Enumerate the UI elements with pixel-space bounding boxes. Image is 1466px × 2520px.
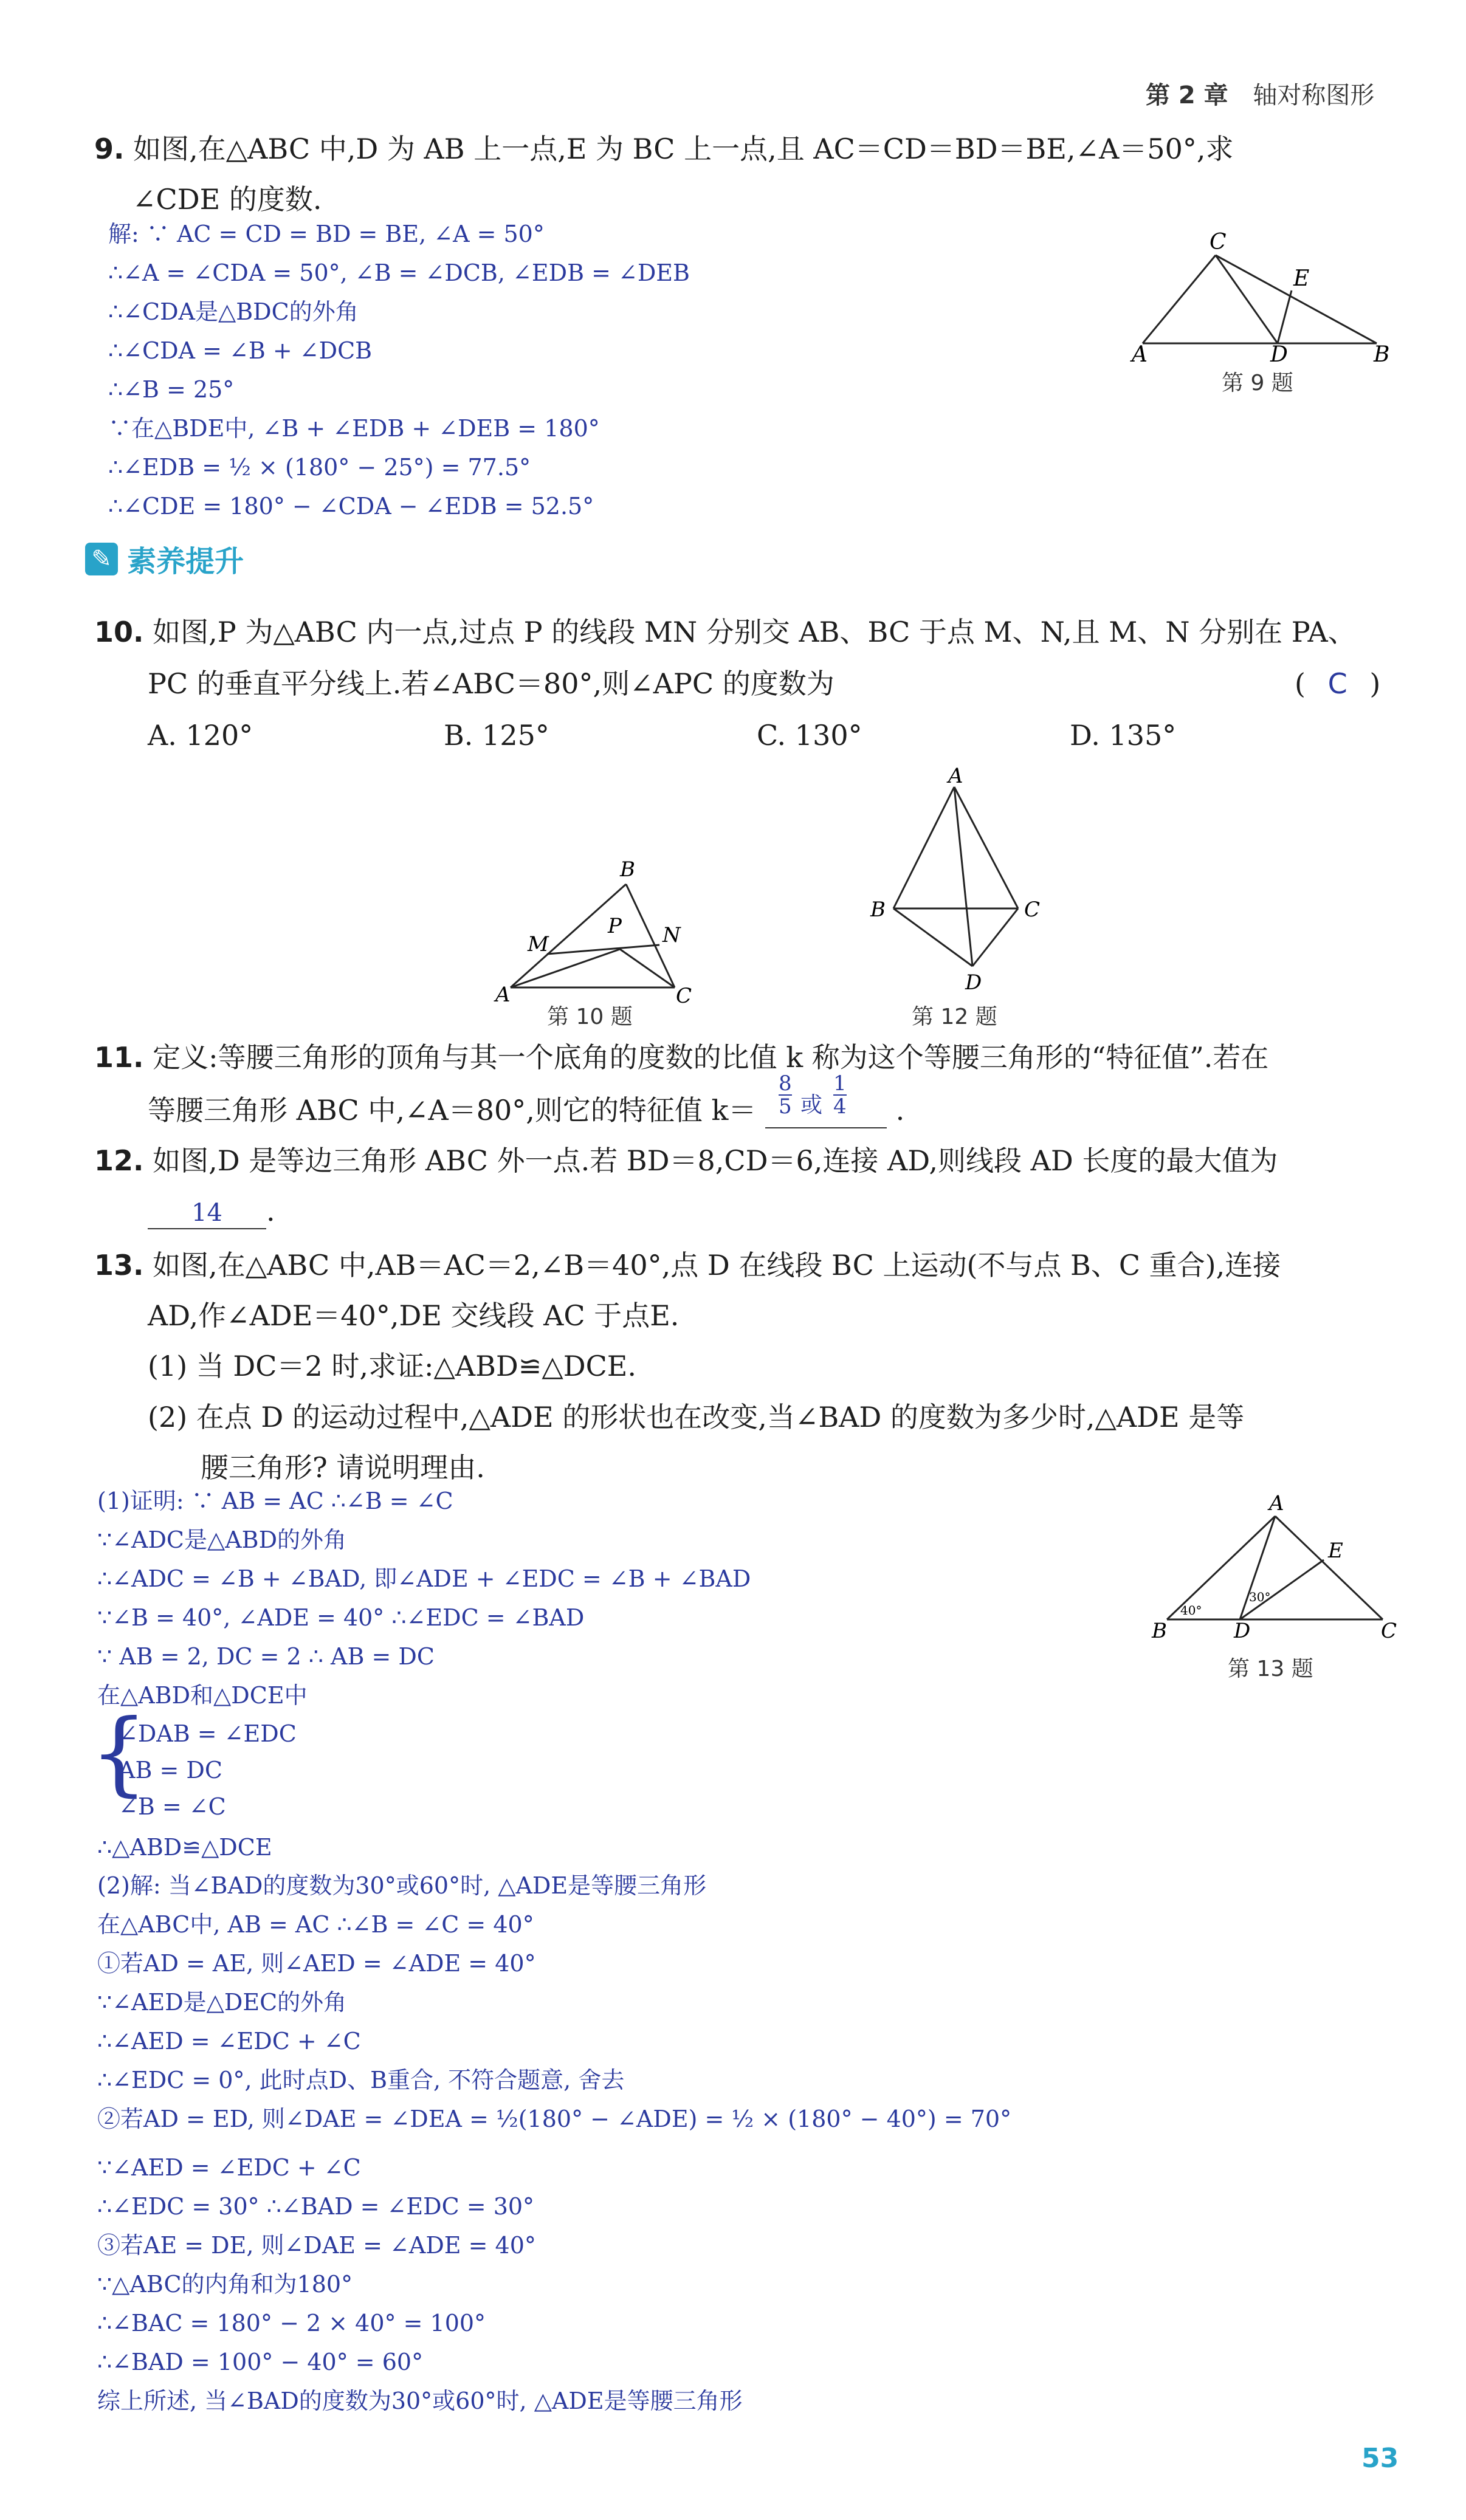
- q10-option-c: C. 130°: [757, 719, 862, 752]
- q10-paren-open: (: [1295, 667, 1306, 700]
- q13-sol2-line: ∴∠BAD = 100° − 40° = 60°: [97, 2349, 424, 2375]
- page-header: [1146, 76, 1374, 111]
- fig10-label-n: N: [662, 923, 681, 947]
- fig9-label-a: A: [1132, 342, 1148, 365]
- fig10-label-m: M: [528, 932, 549, 956]
- q13-line1: [94, 1247, 1281, 1283]
- q13-sol2-line: ∵∠AED = ∠EDC + ∠C: [97, 2154, 361, 2181]
- fig10-label-p: P: [608, 914, 622, 938]
- fig12-label-a: A: [948, 766, 963, 788]
- brace-line: ∠B = ∠C: [119, 1793, 226, 1820]
- q10-paren-close: ): [1369, 667, 1381, 700]
- fig10-label-a: A: [495, 983, 511, 1007]
- q10-text-2: PC 的垂直平分线上.若∠ABC＝80°,则∠APC 的度数为: [148, 667, 835, 700]
- q13-sol1-line: 在△ABD和△DCE中: [97, 1682, 308, 1709]
- q9-sol-line: ∴∠CDA是△BDC的外角: [108, 298, 359, 325]
- fig9-label-e: E: [1293, 266, 1310, 291]
- q13-sol2-line: ②若AD = ED, 则∠DAE = ∠DEA = ½(180° − ∠ADE) = ½ × (180° − 40°) = 70°: [97, 2106, 1012, 2132]
- q13-sol2-line: ①若AD = AE, 则∠AED = ∠ADE = 40°: [97, 1950, 536, 1977]
- fig9-label-c: C: [1210, 231, 1227, 255]
- q10-line1: [94, 614, 1356, 650]
- q11-text-2: 等腰三角形 ABC 中,∠A＝80°,则它的特征值 k＝: [148, 1094, 757, 1127]
- q9-sol-line: ∴∠A = ∠CDA = 50°, ∠B = ∠DCB, ∠EDB = ∠DEB: [108, 259, 690, 286]
- leaf-icon: ✎: [85, 543, 118, 575]
- q11-frac-2: [833, 1073, 847, 1118]
- q10-answer-bracket: [1295, 665, 1380, 702]
- figure-12: [863, 766, 1058, 997]
- q11-answer-blank: [765, 1071, 887, 1128]
- q9-text-2: ∠CDE 的度数.: [132, 183, 322, 216]
- q13-solution-2: [97, 1870, 1011, 2425]
- q11-or: 或: [800, 1093, 822, 1118]
- q13-sol1-line: ∴∠ADC = ∠B + ∠BAD, 即∠ADE + ∠EDC = ∠B + ∠BAD: [97, 1565, 751, 1592]
- fig13-label-e: E: [1328, 1539, 1343, 1563]
- q11-frac2-den: 4: [833, 1094, 847, 1119]
- q9-sol-line: ∴∠EDB = ½ × (180° − 25°) = 77.5°: [108, 454, 531, 481]
- section-title: 素养提升: [127, 544, 244, 579]
- q13-part2-2: 腰三角形? 请说明理由.: [201, 1451, 485, 1484]
- q12-number: 12.: [94, 1144, 144, 1177]
- q13-conclusion-1: ∴△ABD≌△DCE: [97, 1834, 272, 1861]
- q13-brace-lines: [119, 1718, 297, 1828]
- system-brace: {: [90, 1700, 148, 1806]
- q13-sol2-line: ③若AE = DE, 则∠DAE = ∠ADE = 40°: [97, 2232, 536, 2259]
- fig10-caption: 第 10 题: [547, 1004, 633, 1029]
- brace-line: ∠DAB = ∠EDC: [119, 1720, 297, 1747]
- q11-frac1-num: 8: [778, 1071, 792, 1096]
- q13-sol2-line: ∴∠EDC = 30° ∴∠BAD = ∠EDC = 30°: [97, 2193, 535, 2220]
- q9-text-1: 如图,在△ABC 中,D 为 AB 上一点,E 为 BC 上一点,且 AC＝CD＝BD＝BE,∠A＝50°,求: [133, 132, 1234, 165]
- figure-13: [1143, 1492, 1398, 1650]
- q10-option-a: A. 120°: [148, 719, 253, 752]
- q12-line2: [148, 1193, 275, 1229]
- brace-line: AB = DC: [119, 1757, 222, 1784]
- fig13-label-c: C: [1381, 1619, 1397, 1643]
- fig9-label-b: B: [1374, 342, 1390, 365]
- fig13-label-d: D: [1234, 1619, 1251, 1643]
- q13-sol2-line: 综上所述, 当∠BAD的度数为30°或60°时, △ADE是等腰三角形: [97, 2388, 743, 2414]
- q13-sol1-line: (1)证明: ∵ AB = AC ∴∠B = ∠C: [97, 1488, 453, 1514]
- q13-sol2-line: ∴∠BAC = 180° − 2 × 40° = 100°: [97, 2310, 486, 2336]
- fig12-caption: 第 12 题: [912, 1004, 997, 1029]
- q13-text-1: 如图,在△ABC 中,AB＝AC＝2,∠B＝40°,点 D 在线段 BC 上运动(不与点 B、C 重合),连接: [153, 1249, 1281, 1282]
- q11-frac-1: [779, 1073, 792, 1118]
- q13-text-2: AD,作∠ADE＝40°,DE 交线段 AC 于点E.: [148, 1299, 680, 1332]
- q10-text-1: 如图,P 为△ABC 内一点,过点 P 的线段 MN 分别交 AB、BC 于点 M、N,且 M、N 分别在 PA、: [153, 616, 1356, 648]
- q12-text-1: 如图,D 是等边三角形 ABC 外一点.若 BD＝8,CD＝6,连接 AD,则线段 AD 长度的最大值为: [153, 1144, 1278, 1177]
- q13-sol2-line: (2)解: 当∠BAD的度数为30°或60°时, △ADE是等腰三角形: [97, 1872, 707, 1899]
- q12-line1: [94, 1142, 1278, 1179]
- figure-9: [1118, 231, 1398, 365]
- q9-sol-line: ∴∠B = 25°: [108, 376, 235, 403]
- q13-sol2-line: ∵∠AED是△DEC的外角: [97, 1989, 347, 2016]
- q9-sol-line: 解: ∵ AC = CD = BD = BE, ∠A = 50°: [108, 221, 545, 247]
- q13-sol2-line: 在△ABC中, AB = AC ∴∠B = ∠C = 40°: [97, 1911, 534, 1938]
- q9-line1: [94, 131, 1233, 167]
- fig12-label-d: D: [965, 970, 982, 995]
- fig13-angle-30: 30°: [1249, 1590, 1271, 1604]
- section-heading: [85, 538, 244, 580]
- q10-answer: C: [1327, 667, 1347, 700]
- q13-sol2-line: ∴∠EDC = 0°, 此时点D、B重合, 不符合题意, 舍去: [97, 2067, 625, 2093]
- q13-part1: (1) 当 DC＝2 时,求证:△ABD≌△DCE.: [148, 1350, 636, 1382]
- q11-line2: [148, 1071, 905, 1128]
- q10-option-b: B. 125°: [444, 719, 549, 752]
- fig12-label-c: C: [1024, 898, 1041, 922]
- q9-sol-line: ∴∠CDE = 180° − ∠CDA − ∠EDB = 52.5°: [108, 493, 594, 520]
- q13-sol1-line: ∵∠ADC是△ABD的外角: [97, 1526, 347, 1553]
- q10-option-d: D. 135°: [1070, 719, 1177, 752]
- q11-frac1-den: 5: [778, 1094, 792, 1119]
- fig10-label-c: C: [676, 984, 692, 1008]
- q9-number: 9.: [94, 132, 125, 165]
- q12-answer: 14: [148, 1198, 266, 1229]
- q11-frac2-num: 1: [833, 1071, 847, 1096]
- fig13-caption: 第 13 题: [1228, 1657, 1313, 1681]
- fig13-angle-40: 40°: [1180, 1603, 1202, 1618]
- q10-number: 10.: [94, 616, 144, 648]
- q11-period: .: [895, 1094, 905, 1127]
- fig13-label-a: A: [1269, 1492, 1284, 1516]
- fig9-caption: 第 9 题: [1222, 371, 1293, 396]
- q11-text-1: 定义:等腰三角形的顶角与其一个底角的度数的比值 k 称为这个等腰三角形的“特征值”.若在: [153, 1041, 1269, 1074]
- q9-sol-line: ∴∠CDA = ∠B + ∠DCB: [108, 337, 373, 364]
- q13-sol2-line: ∴∠AED = ∠EDC + ∠C: [97, 2028, 361, 2055]
- q9-solution: [108, 219, 690, 530]
- fig12-label-b: B: [870, 898, 886, 922]
- q11-number: 11.: [94, 1041, 144, 1074]
- q11-line1: [94, 1039, 1268, 1076]
- chapter-title: 轴对称图形: [1253, 81, 1375, 109]
- q9-sol-line: ∵在△BDE中, ∠B + ∠EDB + ∠DEB = 180°: [108, 415, 600, 442]
- page-number: 53: [1361, 2443, 1399, 2474]
- q13-number: 13.: [94, 1249, 144, 1282]
- q13-sol1-line: ∵ AB = 2, DC = 2 ∴ AB = DC: [97, 1643, 435, 1670]
- chapter-label: 第 2 章: [1146, 81, 1228, 109]
- q13-solution-1: [97, 1486, 751, 1719]
- figure-10: [486, 851, 717, 1009]
- q13-sol1-line: ∵∠B = 40°, ∠ADE = 40° ∴∠EDC = ∠BAD: [97, 1604, 585, 1631]
- q13-part2-1: (2) 在点 D 的运动过程中,△ADE 的形状也在改变,当∠BAD 的度数为多少时,△ADE 是等: [148, 1401, 1245, 1433]
- q13-sol2-line: ∵△ABC的内角和为180°: [97, 2271, 353, 2298]
- fig10-label-b: B: [620, 857, 635, 882]
- q12-period: .: [266, 1195, 275, 1227]
- fig13-label-b: B: [1152, 1619, 1167, 1643]
- fig9-label-d: D: [1270, 342, 1288, 365]
